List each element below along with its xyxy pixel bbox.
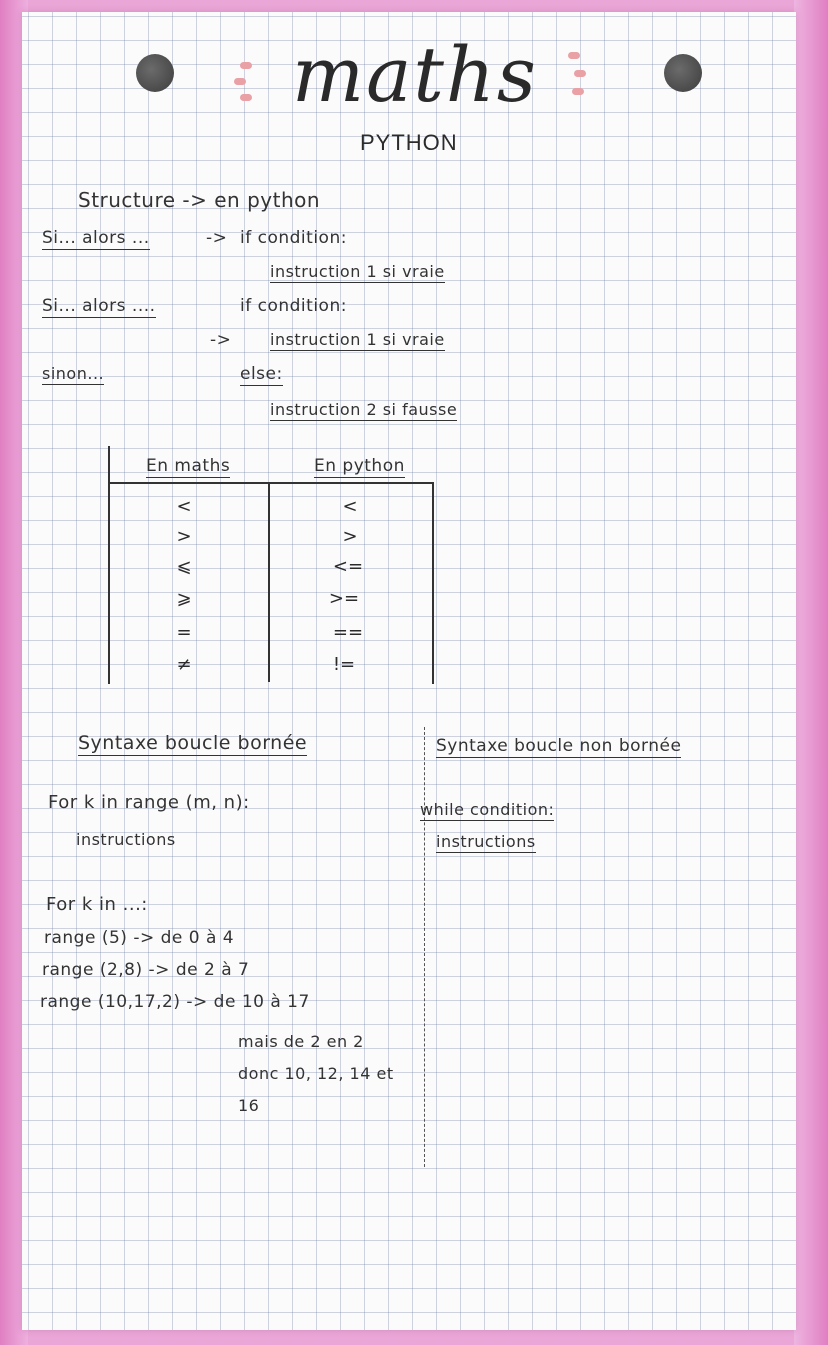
structure-row-left: sinon... xyxy=(42,364,105,383)
table-header-maths: En maths xyxy=(146,456,231,476)
table-cell-python: == xyxy=(332,622,364,643)
table-header-divider xyxy=(108,482,434,484)
structure-row-arrow: -> xyxy=(206,228,228,248)
structure-code-line: instruction 1 si vraie xyxy=(270,262,445,281)
table-cell-maths: = xyxy=(176,622,192,643)
table-cell-maths: > xyxy=(176,526,192,547)
range-example: range (10,17,2) -> de 10 à 17 xyxy=(40,992,310,1012)
unbounded-loop-heading: Syntaxe boucle non bornée xyxy=(436,736,682,756)
range-note: 16 xyxy=(238,1096,260,1115)
grid-paper-sheet xyxy=(22,12,796,1330)
pink-dash-decoration-icon xyxy=(234,78,246,85)
pink-dash-decoration-icon xyxy=(240,94,252,101)
unbounded-loop-line: instructions xyxy=(436,832,536,851)
structure-code-line: instruction 2 si fausse xyxy=(270,400,458,419)
pink-dash-decoration-icon xyxy=(574,70,586,77)
page-title: maths xyxy=(292,30,538,119)
page-subtitle: PYTHON xyxy=(360,130,458,155)
table-cell-maths: ⩾ xyxy=(176,588,192,609)
pink-dash-decoration-icon xyxy=(568,52,580,59)
bounded-loop-line: For k in range (m, n): xyxy=(48,792,250,813)
punch-hole-left-icon xyxy=(136,54,174,92)
pink-dash-decoration-icon xyxy=(240,62,252,69)
unbounded-loop-line: while condition: xyxy=(420,800,555,819)
table-cell-python: <= xyxy=(332,556,364,577)
range-note: mais de 2 en 2 xyxy=(238,1032,364,1051)
table-cell-maths: ≠ xyxy=(176,654,192,675)
structure-row-left: Si... alors ... xyxy=(42,228,150,248)
bounded-loop-heading: Syntaxe boucle bornée xyxy=(78,732,308,754)
examples-intro: For k in ...: xyxy=(46,894,148,915)
structure-code-line: if condition: xyxy=(240,228,347,248)
table-cell-python: > xyxy=(342,526,358,547)
structure-row-left: Si... alors .... xyxy=(42,296,156,316)
structure-code-line: if condition: xyxy=(240,296,347,316)
table-cell-python: >= xyxy=(328,588,360,609)
table-cell-python: < xyxy=(342,496,358,517)
table-cell-maths: ⩽ xyxy=(176,556,192,577)
structure-row-arrow: -> xyxy=(210,330,232,350)
structure-code-line: else: xyxy=(240,364,283,384)
table-right-border xyxy=(432,482,434,684)
vertical-dashed-divider xyxy=(424,727,425,1167)
structure-code-line: instruction 1 si vraie xyxy=(270,330,445,349)
table-cell-python: != xyxy=(332,654,356,675)
pink-dash-decoration-icon xyxy=(572,88,584,95)
range-note: donc 10, 12, 14 et xyxy=(238,1064,394,1083)
table-cell-maths: < xyxy=(176,496,192,517)
table-header-python: En python xyxy=(314,456,405,476)
bounded-loop-line: instructions xyxy=(76,830,176,849)
range-example: range (2,8) -> de 2 à 7 xyxy=(42,960,250,980)
structure-heading: Structure -> en python xyxy=(78,188,321,212)
right-pink-margin xyxy=(794,0,828,1345)
table-column-divider xyxy=(268,482,270,682)
punch-hole-right-icon xyxy=(664,54,702,92)
range-example: range (5) -> de 0 à 4 xyxy=(44,928,235,948)
